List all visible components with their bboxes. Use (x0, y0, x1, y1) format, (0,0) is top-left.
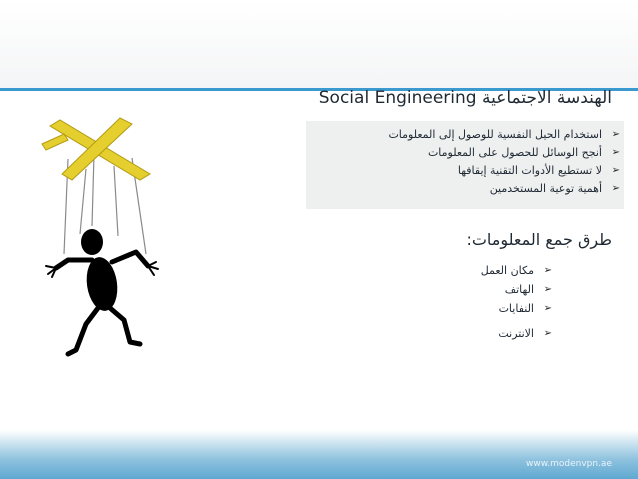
arrow-bullet-icon: ➢ (543, 328, 552, 339)
bullet-text: أنجح الوسائل للحصول على المعلومات (427, 146, 602, 159)
bullet-text: استخدام الحيل النفسية للوصول إلى المعلومات (388, 128, 602, 141)
method-text: مكان العمل (480, 264, 534, 277)
list-item (481, 299, 552, 318)
puppet-figure (56, 229, 148, 354)
arrow-bullet-icon: ➢ (543, 265, 552, 276)
arrow-bullet-icon: ➢ (611, 129, 620, 140)
list-item (388, 162, 620, 180)
header-band (0, 0, 638, 88)
arrow-bullet-icon: ➢ (611, 183, 620, 194)
method-text: النفايات (498, 302, 534, 315)
footer-band (0, 430, 638, 479)
slide-title: الهندسة الاجتماعية Social Engineering (318, 88, 612, 108)
list-item (388, 144, 620, 162)
arrow-bullet-icon: ➢ (543, 284, 552, 295)
arrow-bullet-icon: ➢ (543, 303, 552, 314)
list-item (481, 324, 552, 343)
list-item (388, 180, 620, 198)
list-item (481, 280, 552, 299)
list-item (481, 261, 552, 280)
list-item (388, 126, 620, 144)
method-text: الهاتف (504, 283, 534, 296)
bullet-list (388, 126, 620, 198)
control-cross (42, 118, 150, 180)
marionette-puppet-icon (28, 114, 178, 364)
method-text: الانترنت (498, 327, 534, 340)
bullet-text: لا تستطيع الأدوات التقنية إيقافها (457, 164, 602, 177)
bullet-text: أهمية توعية المستخدمين (489, 182, 602, 195)
arrow-bullet-icon: ➢ (611, 165, 620, 176)
footer-url: www.modenvpn.ae (525, 459, 612, 469)
methods-heading: طرق جمع المعلومات: (466, 230, 612, 249)
arrow-bullet-icon: ➢ (611, 147, 620, 158)
methods-list (481, 261, 552, 343)
